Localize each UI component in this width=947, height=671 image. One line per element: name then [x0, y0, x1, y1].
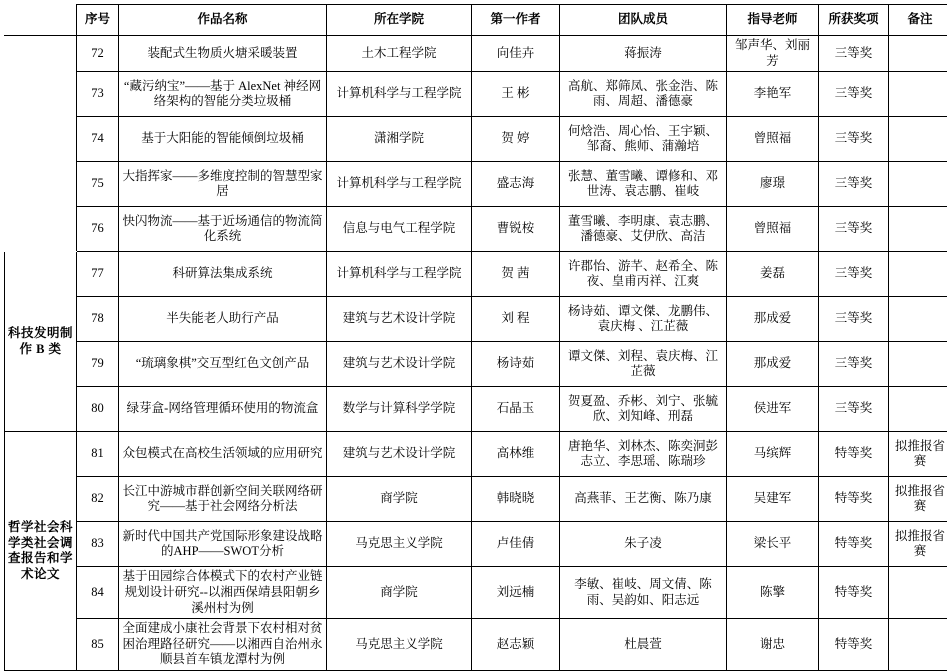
header-category: [5, 5, 77, 36]
row-teacher: 廖璟: [727, 162, 819, 207]
row-work: 绿芽盒-网络管理循环使用的物流盒: [119, 387, 327, 432]
row-first-author: 刘远楠: [472, 567, 560, 619]
row-team: 高航、郑筛凤、张金浩、陈雨、周超、潘德豪: [560, 72, 727, 117]
row-first-author: 韩晓晓: [472, 477, 560, 522]
row-college: 土木工程学院: [327, 36, 472, 72]
row-no: 80: [77, 387, 119, 432]
row-team: 谭文傑、刘程、袁庆梅、江芷薇: [560, 342, 727, 387]
row-college: 建筑与艺术设计学院: [327, 432, 472, 477]
row-team: 董雪曦、李明康、袁志鹏、潘德豪、艾伊欣、高洁: [560, 207, 727, 252]
row-college: 计算机科学与工程学院: [327, 252, 472, 297]
row-award: 特等奖: [819, 619, 889, 671]
row-award: 特等奖: [819, 477, 889, 522]
row-team: 杨诗茹、谭文傑、龙鹏伟、袁庆梅 、江芷薇: [560, 297, 727, 342]
row-work: 基于田园综合体模式下的农村产业链规划设计研究--以湘西保靖县阳朝乡溪州村为例: [119, 567, 327, 619]
row-award: 三等奖: [819, 36, 889, 72]
row-work: “藏污纳宝”——基于 AlexNet 神经网络架构的智能分类垃圾桶: [119, 72, 327, 117]
row-no: 72: [77, 36, 119, 72]
table-row: [5, 567, 947, 619]
row-award: 三等奖: [819, 387, 889, 432]
row-teacher: 梁长平: [727, 522, 819, 567]
row-note: [889, 36, 947, 72]
row-team: 何焓浩、周心怡、王宇颖、邹裔、熊师、蒲瀚培: [560, 117, 727, 162]
row-award: 特等奖: [819, 432, 889, 477]
row-college: 马克思主义学院: [327, 619, 472, 671]
row-no: 82: [77, 477, 119, 522]
row-award: 特等奖: [819, 522, 889, 567]
table-body: [5, 36, 947, 671]
row-first-author: 曹锐桉: [472, 207, 560, 252]
row-college: 建筑与艺术设计学院: [327, 297, 472, 342]
row-work: 科研算法集成系统: [119, 252, 327, 297]
row-college: 计算机科学与工程学院: [327, 162, 472, 207]
table-row: [5, 432, 947, 477]
row-no: 73: [77, 72, 119, 117]
row-note: [889, 207, 947, 252]
table-row: [5, 619, 947, 671]
row-teacher: 曾照福: [727, 117, 819, 162]
table-row: [5, 522, 947, 567]
row-note: 拟推报省赛: [889, 477, 947, 522]
row-teacher: 那成爱: [727, 297, 819, 342]
category-cell: 哲学社会科学类社会调查报告和学术论文: [5, 432, 77, 671]
row-work: 长江中游城市群创新空间关联网络研究——基于社会网络分析法: [119, 477, 327, 522]
row-no: 76: [77, 207, 119, 252]
row-teacher: 陈擎: [727, 567, 819, 619]
table-row: [5, 72, 947, 117]
table-header: [5, 5, 947, 36]
header-teacher: 指导老师: [727, 5, 819, 36]
table-row: [5, 36, 947, 72]
row-teacher: 姜磊: [727, 252, 819, 297]
row-note: [889, 162, 947, 207]
header-note: 备注: [889, 5, 947, 36]
row-first-author: 赵志颖: [472, 619, 560, 671]
row-award: 三等奖: [819, 117, 889, 162]
table-row: [5, 162, 947, 207]
row-teacher: 曾照福: [727, 207, 819, 252]
row-work: 基于大阳能的智能倾倒垃圾桶: [119, 117, 327, 162]
row-college: 数学与计算科学学院: [327, 387, 472, 432]
header-work: 作品名称: [119, 5, 327, 36]
row-no: 84: [77, 567, 119, 619]
row-teacher: 邹声华、刘丽芳: [727, 36, 819, 72]
row-work: 新时代中国共产党国际形象建设战略的AHP——SWOT分析: [119, 522, 327, 567]
row-first-author: 石晶玉: [472, 387, 560, 432]
row-award: 三等奖: [819, 72, 889, 117]
row-no: 85: [77, 619, 119, 671]
row-note: 拟推报省赛: [889, 432, 947, 477]
header-award: 所获奖项: [819, 5, 889, 36]
header-first-author: 第一作者: [472, 5, 560, 36]
row-no: 83: [77, 522, 119, 567]
row-team: 朱子凌: [560, 522, 727, 567]
row-note: [889, 567, 947, 619]
row-first-author: 高林维: [472, 432, 560, 477]
row-note: 拟推报省赛: [889, 522, 947, 567]
row-note: [889, 252, 947, 297]
row-first-author: 卢佳倩: [472, 522, 560, 567]
row-work: 全面建成小康社会背景下农村相对贫困治理路径研究——以湘西自治州永顺县首车镇龙潭村为例: [119, 619, 327, 671]
row-work: 众包模式在高校生活领域的应用研究: [119, 432, 327, 477]
row-award: 三等奖: [819, 162, 889, 207]
row-college: 计算机科学与工程学院: [327, 72, 472, 117]
row-team: 贺夏盈、乔彬、刘宁、张毓欣、刘知峰、刑磊: [560, 387, 727, 432]
row-work: 大指挥家——多维度控制的智慧型家居: [119, 162, 327, 207]
row-team: 唐艳华、刘林杰、陈奕泂彭志立、李思瑶、陈瑞珍: [560, 432, 727, 477]
row-no: 75: [77, 162, 119, 207]
category-cell: [5, 36, 77, 252]
row-teacher: 侯进军: [727, 387, 819, 432]
row-college: 潇湘学院: [327, 117, 472, 162]
row-first-author: 贺 茜: [472, 252, 560, 297]
row-first-author: 贺 婷: [472, 117, 560, 162]
row-first-author: 向佳卉: [472, 36, 560, 72]
header-team: 团队成员: [560, 5, 727, 36]
row-award: 三等奖: [819, 342, 889, 387]
row-team: 蒋振涛: [560, 36, 727, 72]
row-note: [889, 297, 947, 342]
row-work: 装配式生物质火塘采暖装置: [119, 36, 327, 72]
category-cell: 科技发明制作 B 类: [5, 252, 77, 432]
table-row: [5, 387, 947, 432]
row-teacher: 吴建军: [727, 477, 819, 522]
row-first-author: 盛志海: [472, 162, 560, 207]
row-college: 信息与电气工程学院: [327, 207, 472, 252]
header-no: 序号: [77, 5, 119, 36]
table-row: [5, 252, 947, 297]
row-note: [889, 387, 947, 432]
row-no: 79: [77, 342, 119, 387]
row-teacher: 李艳军: [727, 72, 819, 117]
row-teacher: 马缤辉: [727, 432, 819, 477]
row-teacher: 那成爱: [727, 342, 819, 387]
row-team: 许郡怡、游芊、赵希全、陈夜、皇甫丙祥、江爽: [560, 252, 727, 297]
row-award: 三等奖: [819, 207, 889, 252]
row-college: 建筑与艺术设计学院: [327, 342, 472, 387]
row-college: 马克思主义学院: [327, 522, 472, 567]
row-note: [889, 619, 947, 671]
row-note: [889, 72, 947, 117]
row-no: 77: [77, 252, 119, 297]
row-no: 81: [77, 432, 119, 477]
row-college: 商学院: [327, 567, 472, 619]
row-note: [889, 117, 947, 162]
row-no: 74: [77, 117, 119, 162]
row-award: 特等奖: [819, 567, 889, 619]
row-award: 三等奖: [819, 297, 889, 342]
header-college: 所在学院: [327, 5, 472, 36]
row-team: 张慧、董雪曦、谭修和、邓世涛、袁志鹏、崔岐: [560, 162, 727, 207]
row-team: 李敏、崔岐、周文倩、陈雨、吴韵如、阳志远: [560, 567, 727, 619]
row-college: 商学院: [327, 477, 472, 522]
row-first-author: 刘 程: [472, 297, 560, 342]
row-work: “琉璃象棋”交互型红色文创产品: [119, 342, 327, 387]
row-no: 78: [77, 297, 119, 342]
award-list-document: [0, 4, 947, 604]
table-row: [5, 342, 947, 387]
row-note: [889, 342, 947, 387]
row-award: 三等奖: [819, 252, 889, 297]
row-teacher: 谢忠: [727, 619, 819, 671]
table-row: [5, 207, 947, 252]
row-first-author: 王 彬: [472, 72, 560, 117]
table-row: [5, 477, 947, 522]
award-table: [4, 4, 947, 671]
table-row: [5, 297, 947, 342]
row-first-author: 杨诗茹: [472, 342, 560, 387]
row-work: 快闪物流——基于近场通信的物流简化系统: [119, 207, 327, 252]
table-header-row: [5, 5, 947, 36]
table-row: [5, 117, 947, 162]
row-team: 杜晨萱: [560, 619, 727, 671]
row-team: 高燕菲、王艺衡、陈乃康: [560, 477, 727, 522]
row-work: 半失能老人助行产品: [119, 297, 327, 342]
